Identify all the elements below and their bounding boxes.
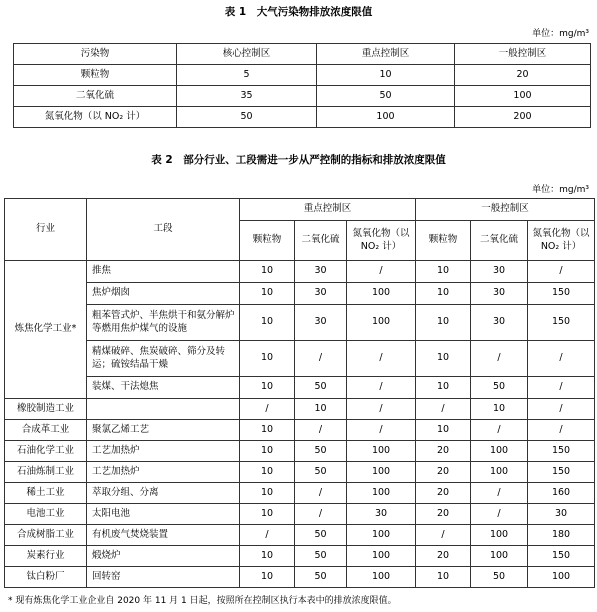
value-cell: / bbox=[295, 341, 347, 377]
value-cell: 100 bbox=[347, 283, 416, 305]
table2-subheader: 氮氧化物（以 NO₂ 计） bbox=[347, 221, 416, 261]
value-cell: 10 bbox=[240, 420, 295, 441]
table1 bbox=[13, 43, 591, 128]
pollutant-cell: 二氧化硫 bbox=[14, 86, 177, 107]
section-cell: 煅烧炉 bbox=[87, 546, 240, 567]
industry-cell: 石油炼制工业 bbox=[5, 462, 87, 483]
section-cell: 粗苯管式炉、半焦烘干和氨分解炉等燃用焦炉煤气的设施 bbox=[87, 305, 240, 341]
industry-cell: 稀土工业 bbox=[5, 483, 87, 504]
industry-cell: 合成树脂工业 bbox=[5, 525, 87, 546]
value-cell: 100 bbox=[528, 567, 595, 588]
value-cell: 100 bbox=[471, 441, 528, 462]
value-cell: 10 bbox=[416, 567, 471, 588]
value-cell: / bbox=[528, 377, 595, 399]
section-cell: 回转窑 bbox=[87, 567, 240, 588]
value-cell: / bbox=[471, 504, 528, 525]
section-cell: 有机废气焚烧装置 bbox=[87, 525, 240, 546]
value-cell: 100 bbox=[347, 483, 416, 504]
section-cell: 装煤、干法熄焦 bbox=[87, 377, 240, 399]
section-cell: 推焦 bbox=[87, 261, 240, 283]
value-cell: / bbox=[240, 399, 295, 420]
value-cell: / bbox=[347, 399, 416, 420]
table-row bbox=[5, 420, 595, 441]
value-cell: 160 bbox=[528, 483, 595, 504]
value-cell: / bbox=[416, 399, 471, 420]
value-cell: 50 bbox=[295, 525, 347, 546]
table1-header-key-zone: 重点控制区 bbox=[317, 44, 455, 65]
value-cell: 50 bbox=[295, 546, 347, 567]
industry-cell: 石油化学工业 bbox=[5, 441, 87, 462]
table2-subheader: 颗粒物 bbox=[240, 221, 295, 261]
table-row bbox=[5, 462, 595, 483]
table2-header-row-1 bbox=[5, 199, 595, 221]
value-cell: / bbox=[528, 341, 595, 377]
table2-title: 表 2 部分行业、工段需进一步从严控制的指标和排放浓度限值 bbox=[151, 154, 446, 166]
pollutant-cell: 氮氧化物（以 NO₂ 计） bbox=[14, 107, 177, 128]
pollutant-cell: 颗粒物 bbox=[14, 65, 177, 86]
value-cell: 100 bbox=[347, 525, 416, 546]
value-cell: 100 bbox=[455, 86, 591, 107]
value-cell: / bbox=[347, 341, 416, 377]
value-cell: / bbox=[347, 420, 416, 441]
table2-header-section: 工段 bbox=[87, 199, 240, 261]
table-row bbox=[14, 65, 591, 86]
table1-header-row bbox=[14, 44, 591, 65]
table-row bbox=[14, 107, 591, 128]
section-cell: 焦炉烟囱 bbox=[87, 283, 240, 305]
value-cell: 30 bbox=[347, 504, 416, 525]
value-cell: 150 bbox=[528, 305, 595, 341]
table2-header-general-zone: 一般控制区 bbox=[416, 199, 595, 221]
value-cell: 10 bbox=[416, 283, 471, 305]
industry-cell: 橡胶制造工业 bbox=[5, 399, 87, 420]
section-cell: 工艺加热炉 bbox=[87, 441, 240, 462]
value-cell: 10 bbox=[240, 261, 295, 283]
value-cell: 35 bbox=[177, 86, 317, 107]
value-cell: 150 bbox=[528, 441, 595, 462]
value-cell: / bbox=[295, 420, 347, 441]
table-row bbox=[5, 441, 595, 462]
section-cell: 萃取分组、分离 bbox=[87, 483, 240, 504]
value-cell: / bbox=[347, 261, 416, 283]
industry-cell: 炭素行业 bbox=[5, 546, 87, 567]
value-cell: 20 bbox=[416, 546, 471, 567]
industry-cell: 炼焦化学工业* bbox=[5, 261, 87, 399]
value-cell: / bbox=[347, 377, 416, 399]
value-cell: 30 bbox=[295, 261, 347, 283]
table-row bbox=[5, 546, 595, 567]
value-cell: 180 bbox=[528, 525, 595, 546]
table1-title: 表 1 大气污染物排放浓度限值 bbox=[224, 6, 373, 18]
section-cell: 精煤破碎、焦炭破碎、筛分及转运；硫铵结晶干燥 bbox=[87, 341, 240, 377]
table1-unit: 单位：mg/m³ bbox=[532, 29, 589, 39]
table2-header-key-zone: 重点控制区 bbox=[240, 199, 416, 221]
table-row bbox=[5, 377, 595, 399]
table-row bbox=[5, 483, 595, 504]
value-cell: / bbox=[471, 483, 528, 504]
value-cell: 50 bbox=[471, 377, 528, 399]
value-cell: 10 bbox=[240, 441, 295, 462]
value-cell: 150 bbox=[528, 462, 595, 483]
value-cell: 50 bbox=[295, 462, 347, 483]
value-cell: 5 bbox=[177, 65, 317, 86]
table2-footnote: * 现有炼焦化学工业企业自 2020 年 11 月 1 日起，按照所在控制区执行本表中的排放浓度限值。 bbox=[8, 596, 397, 606]
value-cell: 10 bbox=[416, 420, 471, 441]
value-cell: / bbox=[295, 483, 347, 504]
value-cell: 100 bbox=[317, 107, 455, 128]
value-cell: 50 bbox=[177, 107, 317, 128]
table2-subheader: 二氧化硫 bbox=[471, 221, 528, 261]
value-cell: 10 bbox=[240, 546, 295, 567]
value-cell: 10 bbox=[416, 305, 471, 341]
section-cell: 工艺加热炉 bbox=[87, 462, 240, 483]
value-cell: 100 bbox=[347, 462, 416, 483]
value-cell: 20 bbox=[416, 483, 471, 504]
value-cell: 10 bbox=[416, 261, 471, 283]
table2 bbox=[4, 198, 595, 588]
value-cell: 50 bbox=[471, 567, 528, 588]
industry-cell: 合成革工业 bbox=[5, 420, 87, 441]
table-row bbox=[5, 341, 595, 377]
value-cell: 10 bbox=[240, 377, 295, 399]
value-cell: 10 bbox=[317, 65, 455, 86]
value-cell: 50 bbox=[317, 86, 455, 107]
value-cell: / bbox=[528, 399, 595, 420]
table2-header-industry: 行业 bbox=[5, 199, 87, 261]
value-cell: / bbox=[471, 341, 528, 377]
table-row bbox=[5, 399, 595, 420]
value-cell: 50 bbox=[295, 441, 347, 462]
value-cell: 30 bbox=[295, 305, 347, 341]
value-cell: 150 bbox=[528, 546, 595, 567]
table-row bbox=[5, 283, 595, 305]
table2-subheader: 氮氧化物（以 NO₂ 计） bbox=[528, 221, 595, 261]
industry-cell: 电池工业 bbox=[5, 504, 87, 525]
value-cell: 10 bbox=[240, 341, 295, 377]
industry-cell: 钛白粉厂 bbox=[5, 567, 87, 588]
section-cell: 聚氯乙烯工艺 bbox=[87, 420, 240, 441]
table-row bbox=[5, 567, 595, 588]
value-cell: / bbox=[295, 504, 347, 525]
value-cell: / bbox=[240, 525, 295, 546]
value-cell: 10 bbox=[240, 483, 295, 504]
value-cell: 100 bbox=[347, 546, 416, 567]
value-cell: 30 bbox=[471, 283, 528, 305]
table1-header-general-zone: 一般控制区 bbox=[455, 44, 591, 65]
section-cell bbox=[87, 399, 240, 420]
value-cell: 100 bbox=[347, 567, 416, 588]
table2-unit: 单位：mg/m³ bbox=[532, 185, 589, 195]
value-cell: 10 bbox=[240, 567, 295, 588]
value-cell: 10 bbox=[416, 377, 471, 399]
table-row bbox=[5, 504, 595, 525]
value-cell: 100 bbox=[347, 441, 416, 462]
table-row bbox=[5, 305, 595, 341]
value-cell: 10 bbox=[240, 283, 295, 305]
value-cell: 100 bbox=[347, 305, 416, 341]
value-cell: 20 bbox=[416, 462, 471, 483]
value-cell: 100 bbox=[471, 546, 528, 567]
value-cell: 10 bbox=[295, 399, 347, 420]
table-row bbox=[5, 261, 595, 283]
value-cell: / bbox=[528, 420, 595, 441]
value-cell: / bbox=[416, 525, 471, 546]
value-cell: 100 bbox=[471, 462, 528, 483]
table1-header-pollutant: 污染物 bbox=[14, 44, 177, 65]
table-row bbox=[5, 525, 595, 546]
section-cell: 太阳电池 bbox=[87, 504, 240, 525]
value-cell: 20 bbox=[416, 441, 471, 462]
value-cell: 10 bbox=[416, 341, 471, 377]
value-cell: 30 bbox=[528, 504, 595, 525]
table-row bbox=[14, 86, 591, 107]
value-cell: 30 bbox=[471, 305, 528, 341]
value-cell: 100 bbox=[471, 525, 528, 546]
value-cell: 30 bbox=[471, 261, 528, 283]
value-cell: / bbox=[528, 261, 595, 283]
value-cell: 20 bbox=[416, 504, 471, 525]
value-cell: 200 bbox=[455, 107, 591, 128]
value-cell: 50 bbox=[295, 567, 347, 588]
value-cell: 150 bbox=[528, 283, 595, 305]
table1-header-core-zone: 核心控制区 bbox=[177, 44, 317, 65]
value-cell: 20 bbox=[455, 65, 591, 86]
table2-subheader: 颗粒物 bbox=[416, 221, 471, 261]
value-cell: 30 bbox=[295, 283, 347, 305]
table2-subheader: 二氧化硫 bbox=[295, 221, 347, 261]
value-cell: / bbox=[471, 420, 528, 441]
value-cell: 10 bbox=[471, 399, 528, 420]
value-cell: 10 bbox=[240, 504, 295, 525]
value-cell: 50 bbox=[295, 377, 347, 399]
value-cell: 10 bbox=[240, 305, 295, 341]
value-cell: 10 bbox=[240, 462, 295, 483]
